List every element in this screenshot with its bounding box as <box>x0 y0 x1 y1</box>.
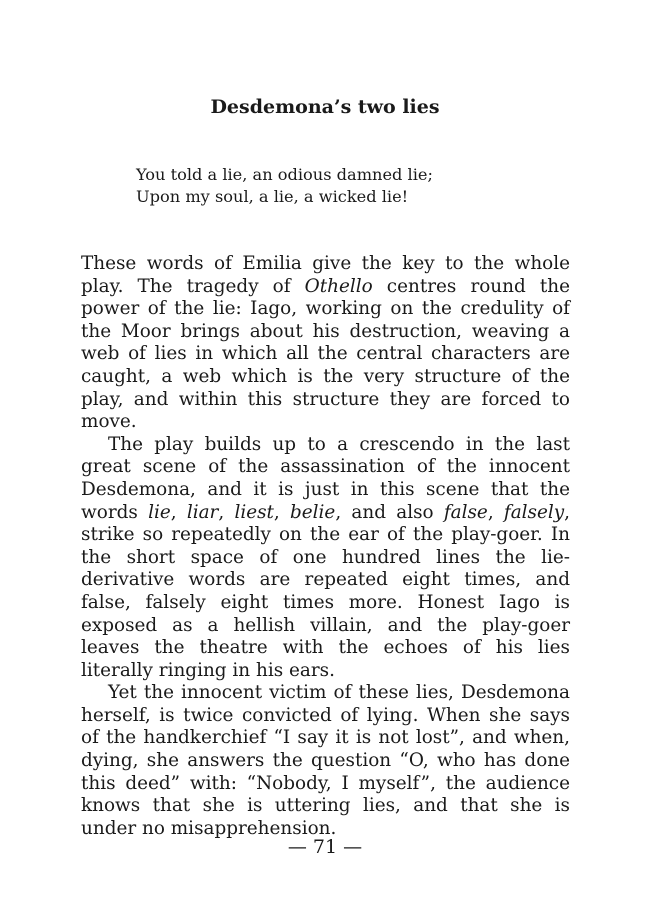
italic-term: belie <box>290 501 336 523</box>
italic-term: liest <box>234 501 274 523</box>
epigraph <box>136 164 433 207</box>
italic-term: Othello <box>304 275 373 297</box>
text-run: Yet the innocent victim of these lies, Desdemona herself, is twice convicted of lying. When she says of the handkerchief “I say it is not lost”, and when, dying, she answers the question “O, who has done this deed” with: “Nobody, I myself”, the audience knows that she is uttering lies, and that she is under no misapprehension. <box>81 682 570 839</box>
text-run: , <box>273 501 291 523</box>
text-run: , <box>170 501 187 523</box>
chapter-title: Desdemona’s two lies <box>210 96 440 118</box>
text-run: These words of Emilia give the key to the whole play. The tragedy of <box>81 253 570 297</box>
italic-term: lie <box>148 501 171 523</box>
italic-term: false <box>443 501 488 523</box>
body-text <box>81 253 570 840</box>
italic-term: falsely <box>503 501 565 523</box>
paragraph-3 <box>81 682 570 840</box>
epigraph-line-2: Upon my soul, a lie, a wicked lie! <box>136 186 409 206</box>
paragraph-1 <box>81 253 570 434</box>
text-run: The play builds up to a crescendo in the last great scene of the assassination of the innocent Desdemona, and it is just in this scene that the words <box>81 433 570 523</box>
italic-term: liar <box>186 501 219 523</box>
text-run: , <box>218 501 235 523</box>
text-run: centres round the power of the lie: Iago, working on the credulity of the Moor brings about his destruction, weaving a web of lies in which all the central characters are caught, a web which is the very structure of the play, and within this structure they are forced to move. <box>81 275 570 433</box>
paragraph-2 <box>81 434 570 683</box>
text-run: , <box>487 501 504 523</box>
epigraph-line-1: You told a lie, an odious damned lie; <box>136 165 433 184</box>
page-number: — 71 — <box>287 836 363 858</box>
text-run: , and also <box>335 501 444 523</box>
text-run: , strike so repeatedly on the ear of the play-goer. In the short space of one hundred lines the lie-derivative words are repeated eight times, and false, falsely eight times more. Honest Iago is exposed as a hellish villain, and the play-goer leaves the theatre with the echoes of his lies literally ringing in his ears. <box>81 501 571 681</box>
